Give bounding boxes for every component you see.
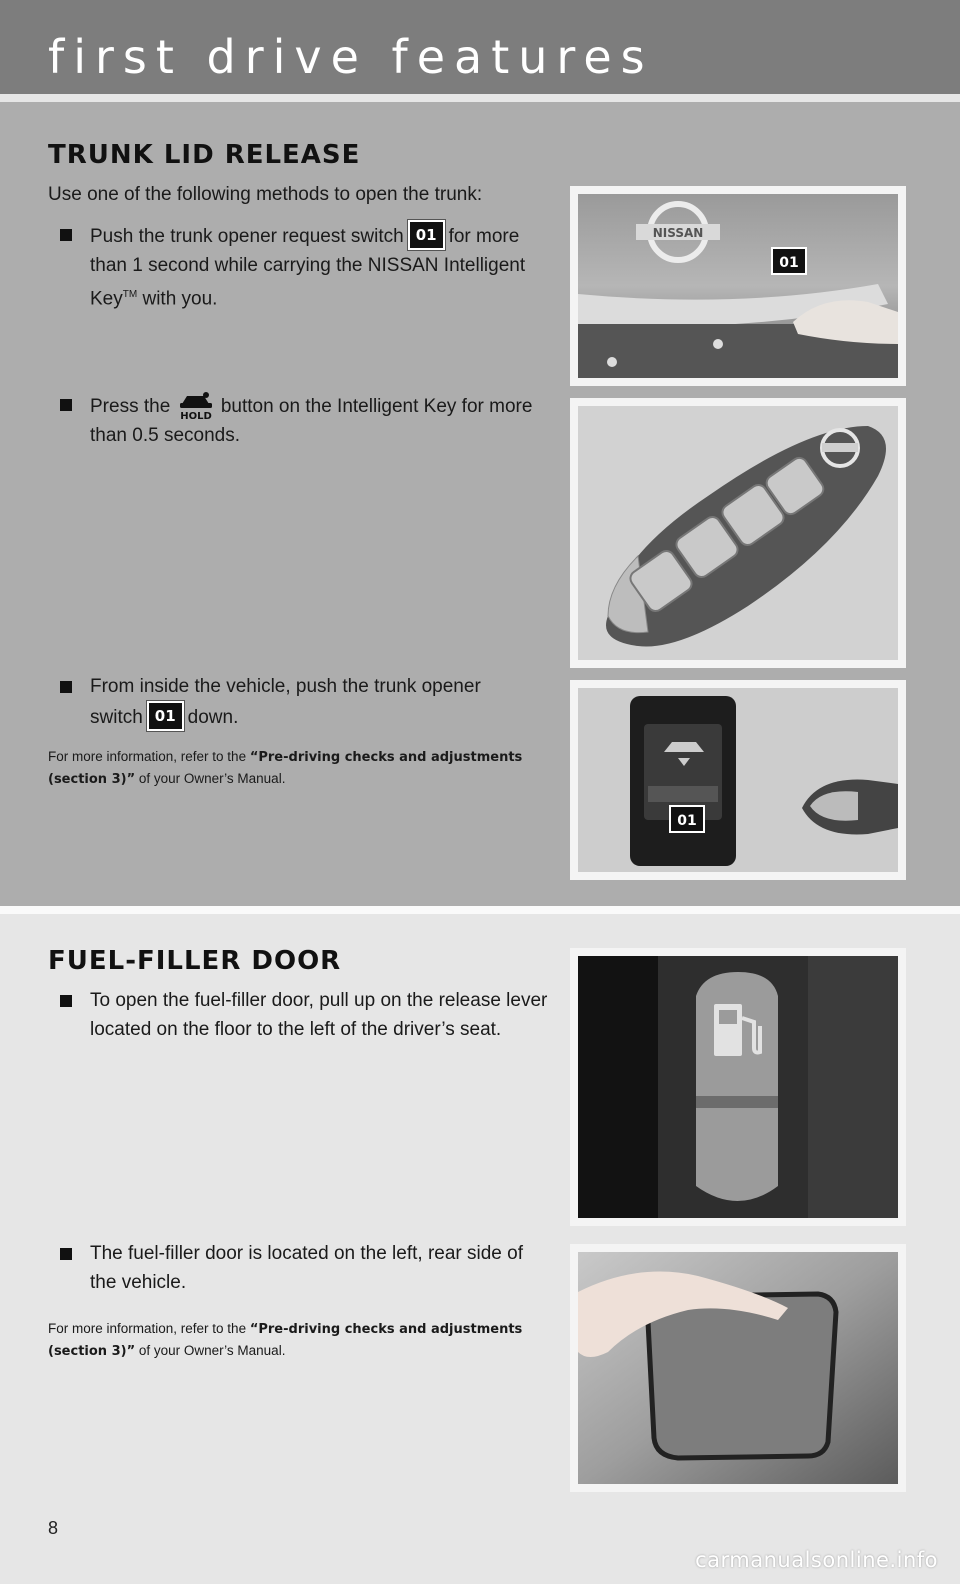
callout-badge: 01: [147, 701, 184, 731]
trunk-bullet-2: Press the HOLD button on the Intelligent Key for more than 0.5 seconds.: [48, 390, 558, 450]
page-header: [0, 0, 960, 94]
trunk-bullet-3: From inside the vehicle, push the trunk opener switch 01 down.: [48, 672, 558, 732]
page-number: 8: [48, 1518, 59, 1538]
car-lock-icon: [176, 390, 216, 420]
fuel-heading: FUEL-FILLER DOOR: [48, 946, 342, 976]
trunk-intro: Use one of the following methods to open the trunk:: [48, 184, 483, 205]
header-divider: [0, 94, 960, 102]
section-divider: [0, 906, 960, 914]
bullet-square-icon: [60, 995, 72, 1007]
fuel-filler-door-photo: [570, 1244, 906, 1492]
callout-badge: 01: [779, 255, 799, 271]
bullet-square-icon: [60, 229, 72, 241]
bullet-square-icon: [60, 681, 72, 693]
fuel-reference-note: For more information, refer to the “Pre-driving checks and adjustments (section 3)” of your Owner’s Manual.: [48, 1321, 523, 1359]
callout-badge: 01: [408, 220, 445, 250]
trunk-section: [0, 102, 960, 906]
trunk-opener-switch-photo: [570, 680, 906, 880]
fuel-bullet-1: To open the fuel-filler door, pull up on the release lever located on the floor to the left of the driver’s seat.: [48, 986, 558, 1044]
bullet-square-icon: [60, 1248, 72, 1260]
intelligent-key-photo: [570, 398, 906, 668]
fuel-bullet-2: The fuel-filler door is located on the left, rear side of the vehicle.: [48, 1239, 558, 1297]
callout-badge: 01: [677, 813, 697, 829]
trunk-reference-note: For more information, refer to the “Pre-driving checks and adjustments (section 3)” of your Owner’s Manual.: [48, 749, 523, 787]
watermark: carmanualsonline.info: [695, 1548, 938, 1572]
trunk-bullet-1: Push the trunk opener request switch 01 for more than 1 second while carrying the NISSAN Intelligent Key™ with you.: [48, 220, 558, 313]
fuel-section: [0, 914, 960, 1584]
page-title: first drive features: [48, 30, 654, 84]
fuel-release-lever-photo: [570, 948, 906, 1226]
trunk-heading: TRUNK LID RELEASE: [48, 140, 361, 170]
svg-text:HOLD: HOLD: [179, 411, 212, 420]
trunk-lid-photo: [570, 186, 906, 386]
svg-text:NISSAN: NISSAN: [652, 226, 704, 240]
bullet-square-icon: [60, 399, 72, 411]
